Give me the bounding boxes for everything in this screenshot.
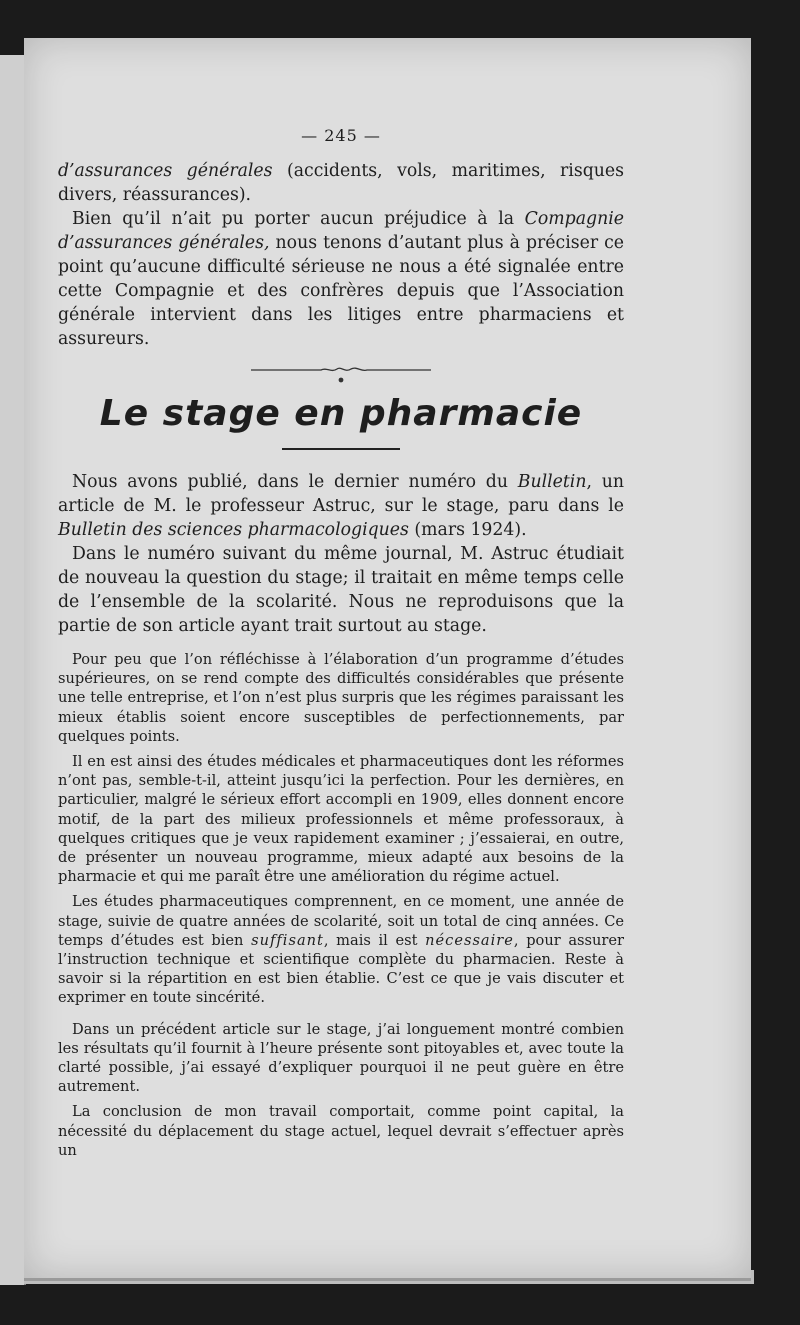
article-paragraph-2: Dans le numéro suivant du même journal, M. Astruc étudiait de nouveau la question du stage; il traitait en même temps celle de l’ensemble de la scolarité. Nous ne reproduisons que la partie de son article ayant trait surtout au stage.	[58, 544, 624, 636]
title-underline	[282, 448, 400, 450]
quote-emphasis: suffisant	[251, 931, 324, 949]
article-text: (mars 1924).	[408, 520, 527, 540]
quote-emphasis: nécessaire	[425, 931, 514, 949]
article-emphasis: Bulletin	[517, 472, 587, 492]
intro-paragraph-1	[58, 159, 624, 207]
intro-paragraph-2	[58, 207, 624, 351]
book-page	[24, 38, 751, 1281]
article-emphasis: Bulletin des sciences pharmacologiques	[58, 520, 409, 540]
quote-paragraph-4: Dans un précédent article sur le stage, j’ai longuement montré combien les résultats qu’il fournit à l’heure présente sont pitoyables et, avec toute la clarté possible, j’ai essayé d’expliquer pourquoi il ne peut guère en être autrement.	[58, 1020, 624, 1096]
quote-text: , pour assurer l’instruction technique et scientifique complète du pharmacien. Reste à savoir si la répartition en est bien établie. C’est ce que je vais discuter et exprimer en toute sincérité.	[58, 931, 624, 1007]
intro-text: Bien qu’il n’ait pu porter aucun préjudice à la	[72, 209, 525, 229]
article-title: Le stage en pharmacie	[99, 393, 583, 434]
flourish-icon	[241, 363, 441, 385]
quote-paragraph-5: La conclusion de mon travail comportait, comme point capital, la nécessité du déplacement du stage actuel, lequel devrait s’effectuer après un	[58, 1103, 624, 1159]
article-text: Nous avons publié, dans le dernier numéro du	[72, 472, 518, 492]
quote-text: Les études pharmaceutiques comprennent, en ce moment, une année de stage, suivie de quatre années de scolarité, soit un total de cinq années. Ce temps d’études est bien	[58, 893, 624, 949]
page-number: — 245 —	[301, 126, 381, 145]
intro-emphasis: d’assurances générales	[58, 161, 273, 181]
article-paragraph-1	[58, 470, 624, 542]
quote-paragraph-1: Pour peu que l’on réfléchisse à l’élaboration d’un programme d’études supérieures, on se rend compte des difficultés considérables que présente une telle entreprise, et l’on n’est plus surpris que les régimes paraissant les mieux établis soient encore susceptibles de perfectionnements, par quelques points.	[58, 651, 624, 745]
quote-text: , mais il est	[323, 931, 426, 949]
article-text: , un article de M. le professeur Astruc, sur le stage, paru dans le	[58, 472, 624, 516]
facing-page-edge	[0, 55, 26, 1285]
quote-paragraph-2: Il en est ainsi des études médicales et pharmaceutiques dont les réformes n’ont pas, semble-t-il, atteint jusqu’ici la perfection. Pour les dernières, en particulier, malgré le sérieux effort accompli en 1909, elles donnent encore motif, de la part des milieux professionnels et même professoraux, à quelques critiques que je veux rapidement examiner ; j’essaierai, en outre, de présenter un nouveau programme, mieux adapté aux besoins de la pharmacie et qui me paraît être une amélioration du régime actuel.	[58, 753, 624, 886]
page-content	[58, 126, 624, 1160]
ornamental-divider	[58, 363, 624, 385]
intro-emphasis: Compagnie d’assurances générales,	[58, 209, 624, 253]
intro-text: nous tenons d’autant plus à préciser ce point qu’aucune difficulté sérieuse ne nous a été signalée entre cette Compagnie et des confrères depuis que l’Association générale intervient dans les litiges entre pharmaciens et assureurs.	[58, 233, 624, 349]
quote-paragraph-3	[58, 892, 624, 1007]
intro-text: (accidents, vols, maritimes, risques divers, réassurances).	[58, 161, 624, 205]
